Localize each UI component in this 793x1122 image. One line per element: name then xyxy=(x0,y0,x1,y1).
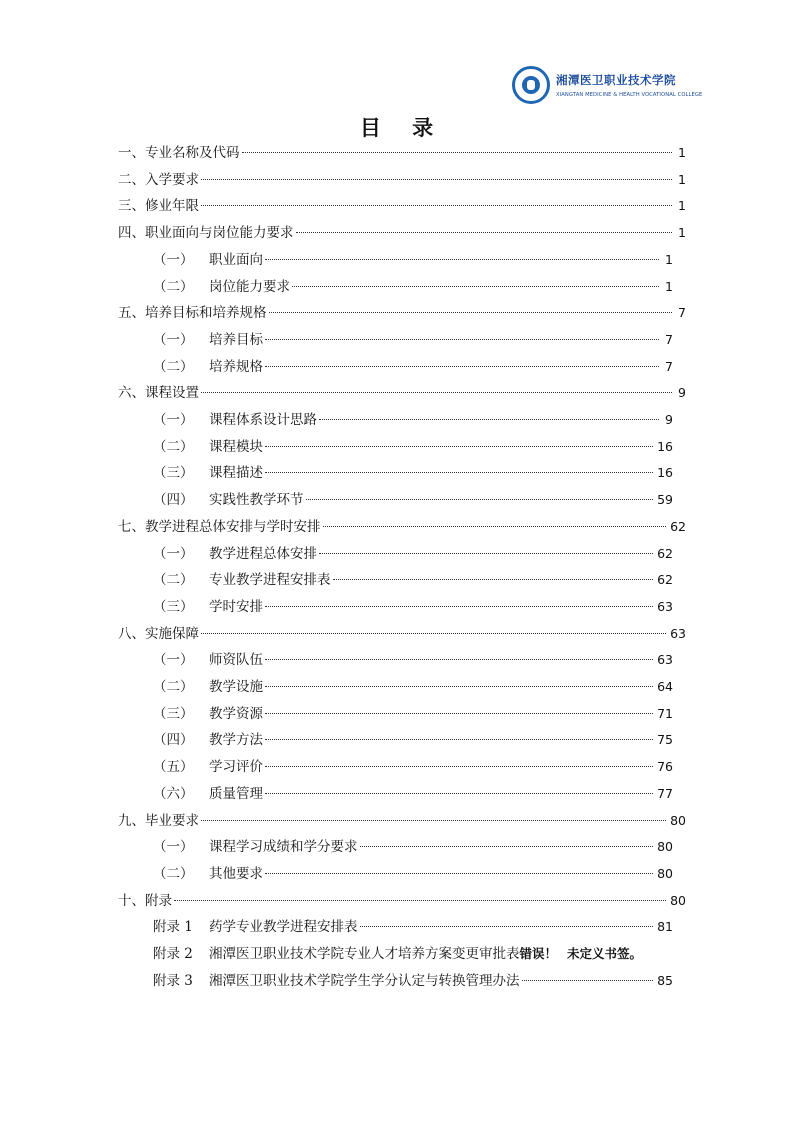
toc-leader-dots xyxy=(265,472,653,473)
toc-leader-dots xyxy=(265,606,653,607)
toc-entry-text: 课程学习成绩和学分要求 xyxy=(209,839,358,856)
toc-page-number: 62 xyxy=(670,518,686,534)
toc-page-number: 62 xyxy=(657,572,673,588)
toc-leader-dots xyxy=(265,739,653,740)
toc-entry-label xyxy=(153,703,263,725)
toc-entry-number: （二） xyxy=(153,865,194,882)
toc-leader-dots xyxy=(265,713,653,714)
toc-entry-text: 培养规格 xyxy=(209,358,263,375)
toc-page-number: 63 xyxy=(657,598,673,614)
toc-entry-label xyxy=(153,729,263,751)
toc-subentry[interactable] xyxy=(153,943,642,970)
toc-leader-dots xyxy=(265,659,653,660)
toc-entry-label: 二、入学要求 xyxy=(118,171,199,188)
toc-leader-dots xyxy=(360,846,654,847)
toc-page-number: 16 xyxy=(657,465,673,481)
toc-entry-number: （一） xyxy=(153,839,194,856)
toc-leader-dots xyxy=(323,526,667,527)
toc-entry[interactable] xyxy=(118,222,686,249)
toc-page-number: 9 xyxy=(665,412,673,427)
toc-page-number: 1 xyxy=(678,171,686,187)
toc-entry-label: 十、附录 xyxy=(118,892,172,909)
toc-entry-label xyxy=(153,596,263,618)
toc-entry-label xyxy=(153,863,263,885)
toc-subentry[interactable] xyxy=(153,596,673,623)
toc-error-message xyxy=(520,943,643,965)
toc-entry-number: 附录 2 xyxy=(153,946,193,962)
toc-leader-dots xyxy=(201,633,666,634)
logo-name: 湘潭医卫职业技术学院 xyxy=(556,73,676,87)
toc-page-number: 85 xyxy=(657,972,673,988)
toc-leader-dots xyxy=(292,286,659,287)
toc-leader-dots xyxy=(265,793,653,794)
toc-page-number: 9 xyxy=(678,385,686,401)
toc-page-number: 63 xyxy=(670,625,686,641)
toc-page-number: 77 xyxy=(657,785,673,801)
toc-subentry[interactable] xyxy=(153,970,673,997)
toc-subentry[interactable] xyxy=(153,329,673,356)
toc-page-number: 1 xyxy=(678,145,686,160)
toc-leader-dots xyxy=(306,499,654,500)
toc-entry-label xyxy=(153,970,520,992)
toc-entry-number: （一） xyxy=(153,331,194,348)
toc-entry[interactable] xyxy=(118,302,686,329)
toc-entry-number: （一） xyxy=(153,545,194,562)
toc-entry[interactable] xyxy=(118,169,686,196)
toc-page-number: 59 xyxy=(657,492,673,508)
toc-page-number: 64 xyxy=(657,679,673,694)
toc-entry-label: 一、专业名称及代码 xyxy=(118,145,240,161)
toc-page-number: 80 xyxy=(657,839,673,855)
toc-leader-dots xyxy=(265,873,653,874)
toc-page-number: 71 xyxy=(657,705,673,721)
toc-entry-label: 九、毕业要求 xyxy=(118,812,199,829)
toc-subentry[interactable] xyxy=(153,703,673,730)
toc-subentry[interactable] xyxy=(153,756,673,783)
toc-entry-text: 师资队伍 xyxy=(209,652,263,669)
toc-subentry[interactable] xyxy=(153,783,673,810)
toc-entry-text: 学习评价 xyxy=(209,759,263,776)
toc-entry-number: （二） xyxy=(153,358,194,375)
toc-page-number: 80 xyxy=(670,812,686,828)
toc-subentry[interactable] xyxy=(153,729,673,756)
toc-entry[interactable] xyxy=(118,516,686,543)
toc-leader-dots xyxy=(201,179,672,180)
toc-entry-number: （三） xyxy=(153,705,194,722)
toc-entry-label xyxy=(153,649,263,671)
toc-entry-label xyxy=(153,462,263,484)
toc-page-number: 63 xyxy=(657,652,673,668)
toc-entry-text: 课程体系设计思路 xyxy=(209,412,317,428)
toc-entry-label: 三、修业年限 xyxy=(118,198,199,215)
toc-entry-label: 六、课程设置 xyxy=(118,385,199,402)
toc-entry-text: 其他要求 xyxy=(209,865,263,882)
toc-entry-number: （二） xyxy=(153,679,194,695)
toc-subentry[interactable] xyxy=(153,863,673,890)
toc-entry-number: 附录 1 xyxy=(153,919,193,936)
toc-leader-dots xyxy=(265,339,659,340)
toc-page-number: 7 xyxy=(678,305,686,321)
toc-entry-text: 岗位能力要求 xyxy=(209,278,290,295)
toc-subentry[interactable] xyxy=(153,676,673,703)
toc-leader-dots xyxy=(360,926,654,927)
toc-entry-number: 附录 3 xyxy=(153,972,193,989)
toc-entry-label xyxy=(153,756,263,778)
toc-leader-dots xyxy=(265,259,659,260)
toc-entry[interactable] xyxy=(118,195,686,222)
toc-entry-label xyxy=(153,676,263,698)
toc-leader-dots xyxy=(265,766,653,767)
toc-entry-label xyxy=(153,943,520,965)
toc-subentry[interactable] xyxy=(153,249,673,276)
toc-page-number: 62 xyxy=(657,545,673,561)
toc-entry-text: 湘潭医卫职业技术学院学生学分认定与转换管理办法 xyxy=(209,972,520,989)
toc-leader-dots xyxy=(242,152,673,153)
toc-subentry[interactable] xyxy=(153,916,673,943)
toc-leader-dots xyxy=(319,553,653,554)
college-logo xyxy=(512,66,703,108)
toc-subentry[interactable] xyxy=(153,409,673,436)
toc-entry[interactable] xyxy=(118,623,686,650)
toc-page-number: 75 xyxy=(657,732,673,748)
error-text: 错误！ xyxy=(519,946,558,961)
toc-entry-label xyxy=(153,356,263,378)
toc-page-number: 80 xyxy=(657,865,673,881)
toc-subentry[interactable] xyxy=(153,276,673,303)
toc-entry-number: （四） xyxy=(153,492,194,509)
toc-entry-number: （一） xyxy=(153,652,194,669)
toc-page-number: 76 xyxy=(657,759,673,775)
toc-subentry[interactable] xyxy=(153,649,673,676)
toc-entry-text: 课程模块 xyxy=(209,438,263,455)
toc-entry-label xyxy=(153,916,358,938)
toc-leader-dots xyxy=(522,980,654,981)
toc-entry-text: 职业面向 xyxy=(209,251,263,268)
toc-entry-number: （一） xyxy=(153,412,194,428)
toc-entry-text: 实践性教学环节 xyxy=(209,492,304,509)
toc-entry-number: （三） xyxy=(153,598,194,615)
toc-entry-label xyxy=(153,569,331,591)
toc-entry-number: （四） xyxy=(153,732,194,749)
toc-entry-label xyxy=(153,409,317,431)
toc-subentry[interactable] xyxy=(153,836,673,863)
toc-subentry[interactable] xyxy=(153,436,673,463)
toc-entry-number: （六） xyxy=(153,785,194,802)
toc-page-number: 81 xyxy=(657,919,673,935)
toc-leader-dots xyxy=(265,446,653,447)
toc-page-number: 7 xyxy=(665,331,673,347)
toc-entry-number: （一） xyxy=(153,251,194,268)
toc-leader-dots xyxy=(201,392,672,393)
toc-entry-label xyxy=(153,329,263,351)
toc-entry-number: （二） xyxy=(153,278,194,295)
page-title: 目 录 xyxy=(359,115,446,140)
toc-entry[interactable] xyxy=(118,810,686,837)
toc-page-number: 80 xyxy=(670,892,686,908)
toc-entry-label: 八、实施保障 xyxy=(118,625,199,642)
toc-entry-text: 药学专业教学进程安排表 xyxy=(209,919,358,936)
error-detail: 未定义书签。 xyxy=(567,946,643,961)
toc-entry-text: 专业教学进程安排表 xyxy=(209,572,331,589)
toc-entry-label xyxy=(153,249,263,271)
toc-entry-label: 四、职业面向与岗位能力要求 xyxy=(118,225,294,242)
toc-leader-dots xyxy=(333,579,654,580)
toc-entry[interactable] xyxy=(118,890,686,917)
toc-leader-dots xyxy=(174,900,666,901)
toc-entry-label xyxy=(153,836,358,858)
toc-entry-label: 五、培养目标和培养规格 xyxy=(118,305,267,322)
toc-entry-number: （三） xyxy=(153,465,194,482)
toc-leader-dots xyxy=(319,419,659,420)
toc-leader-dots xyxy=(296,232,673,233)
toc-entry[interactable] xyxy=(118,382,686,409)
toc-entry-text: 教学方法 xyxy=(209,732,263,749)
logo-english-name: XIANGTAN MEDICINE & HEALTH VOCATIONAL COLLEGE xyxy=(556,92,703,98)
toc-subentry[interactable] xyxy=(153,489,673,516)
toc-entry-number: （二） xyxy=(153,438,194,455)
toc-entry-text: 教学进程总体安排 xyxy=(209,545,317,562)
toc-entry-text: 学时安排 xyxy=(209,598,263,615)
toc-leader-dots xyxy=(269,312,673,313)
toc-leader-dots xyxy=(265,686,653,687)
toc-entry-text: 教学资源 xyxy=(209,705,263,722)
toc-entry-label xyxy=(153,436,263,458)
toc-entry-text: 课程描述 xyxy=(209,465,263,482)
toc-subentry[interactable] xyxy=(153,356,673,383)
toc-entry-text: 质量管理 xyxy=(209,785,263,802)
toc-leader-dots xyxy=(201,820,666,821)
toc-entry-label xyxy=(153,489,304,511)
toc-leader-dots xyxy=(265,366,659,367)
toc-subentry[interactable] xyxy=(153,462,673,489)
toc-entry-label xyxy=(153,543,317,565)
toc-entry-label: 七、教学进程总体安排与学时安排 xyxy=(118,518,321,535)
toc-page-number: 1 xyxy=(678,225,686,241)
toc-subentry[interactable] xyxy=(153,569,673,596)
toc-entry-text: 湘潭医卫职业技术学院专业人才培养方案变更审批表 xyxy=(209,946,520,962)
toc-page-number: 16 xyxy=(657,438,673,454)
toc-entry-text: 培养目标 xyxy=(209,331,263,348)
toc-page-number: 7 xyxy=(665,358,673,374)
toc-entry-number: （五） xyxy=(153,759,194,776)
toc-leader-dots xyxy=(201,205,672,206)
toc-entry-text: 教学设施 xyxy=(209,679,263,695)
toc-page-number: 1 xyxy=(665,278,673,294)
toc-subentry[interactable] xyxy=(153,543,673,570)
toc-entry-number: （二） xyxy=(153,572,194,589)
toc-entry-label xyxy=(153,783,263,805)
toc-page-number: 1 xyxy=(678,198,686,214)
toc-page-number: 1 xyxy=(665,251,673,267)
college-seal-icon xyxy=(512,66,550,104)
toc-entry-label xyxy=(153,276,290,298)
toc-entry[interactable] xyxy=(118,142,686,169)
